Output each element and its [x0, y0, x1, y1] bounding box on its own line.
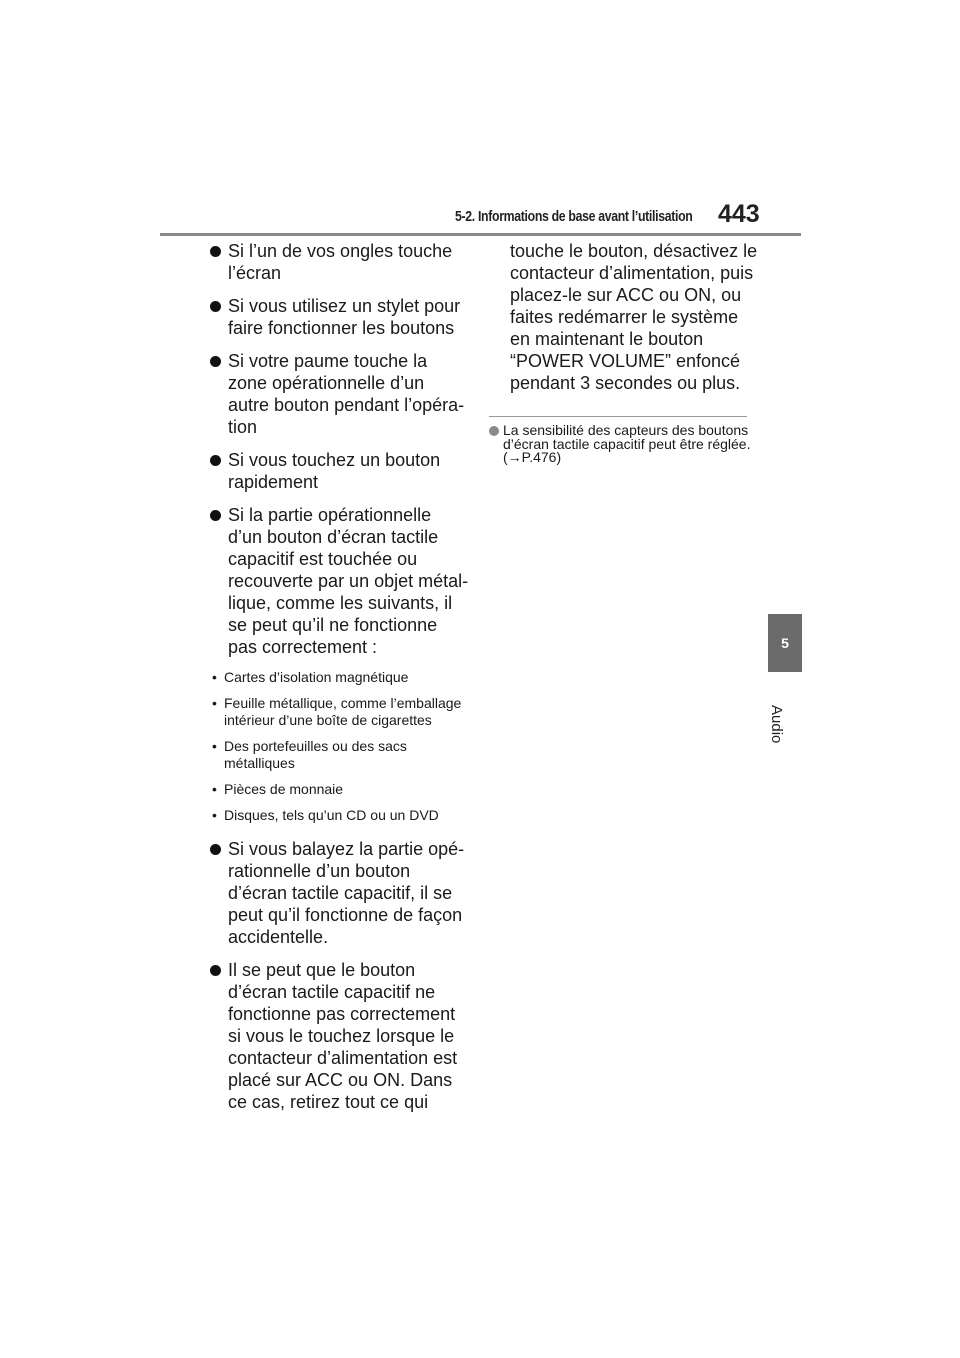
bullet-dot-icon: [210, 301, 221, 312]
page-number: 443: [718, 200, 760, 228]
list-item: [210, 738, 470, 772]
bullet-item: [210, 295, 470, 339]
chapter-label: Audio: [768, 705, 785, 744]
list-item: [210, 807, 470, 824]
left-column: [210, 240, 470, 1124]
list-item-text: Cartes d’isolation magnétique: [224, 669, 409, 685]
bullet-dot-icon: [210, 455, 221, 466]
small-bullet-icon: •: [212, 738, 217, 754]
list-item: [210, 781, 470, 798]
bullet-dot-icon: [210, 965, 221, 976]
bullet-item: [210, 350, 470, 438]
bullet-item: [210, 504, 470, 658]
bullet-dot-icon: [210, 844, 221, 855]
small-bullet-icon: •: [212, 695, 217, 711]
note: [489, 424, 759, 465]
header-rule: [160, 233, 801, 236]
section-title: 5-2. Informations de base avant l’utilisation: [455, 208, 693, 225]
small-bullet-icon: •: [212, 807, 217, 823]
bullet-text: Il se peut que le bouton d’écran tactile capacitif ne fonctionne pas correctement si vous le touchez lorsque le contacteur d’alimentation est placé sur ACC ou ON. Dans ce cas, retirez tout ce qui: [228, 960, 458, 1112]
bullet-item: [210, 449, 470, 493]
bullet-text: Si l’un de vos ongles touche l’écran: [228, 241, 453, 283]
note-text: La sensibilité des capteurs des boutons d’écran tactile capacitif peut être réglée. (→P.476): [503, 422, 751, 465]
bullet-dot-icon: [210, 510, 221, 521]
bullet-text: Si vous utilisez un stylet pour faire fonctionner les boutons: [228, 296, 461, 338]
list-item: [210, 669, 470, 686]
list-item: [210, 695, 470, 729]
list-item-text: Feuille métallique, comme l’emballage intérieur d’une boîte de cigarettes: [224, 695, 462, 728]
small-bullet-icon: •: [212, 669, 217, 685]
sub-list: [210, 669, 470, 824]
chapter-tab[interactable]: [768, 614, 802, 672]
right-column: [489, 240, 759, 465]
list-item-text: Disques, tels qu’un CD ou un DVD: [224, 807, 439, 823]
bullet-text: Si vous touchez un bouton rapidement: [228, 450, 441, 492]
chapter-number: 5: [781, 635, 789, 651]
bullet-item: [210, 838, 470, 948]
bullet-item: [210, 959, 470, 1113]
list-item-text: Pièces de monnaie: [224, 781, 344, 797]
bullet-text: Si la partie opérationnelle d’un bouton d’écran tactile capacitif est touchée ou recouverte par un objet métal-lique, comme les suivants, il se peut qu’il ne fonctionne pas correctement :: [228, 505, 469, 657]
bullet-item: [210, 240, 470, 284]
list-item-text: Des portefeuilles ou des sacs métalliques: [224, 738, 407, 771]
bullet-dot-icon: [210, 246, 221, 257]
bullet-dot-icon: [210, 356, 221, 367]
bullet-text: Si vous balayez la partie opé-rationnelle d’un bouton d’écran tactile capacitif, il se peut qu’il fonctionne de façon accidentelle.: [228, 839, 465, 947]
continuation-text: touche le bouton, désactivez le contacteur d’alimentation, puis placez-le sur ACC ou ON, ou faites redémarrer le système en maintenant le bouton “POWER VOLUME” enfoncé pendant 3 secondes ou plus.: [510, 241, 758, 393]
note-divider: [489, 416, 747, 417]
bullet-text: Si votre paume touche la zone opérationnelle d’un autre bouton pendant l’opéra-tion: [228, 351, 465, 437]
note-bullet-icon: [489, 426, 499, 436]
small-bullet-icon: •: [212, 781, 217, 797]
